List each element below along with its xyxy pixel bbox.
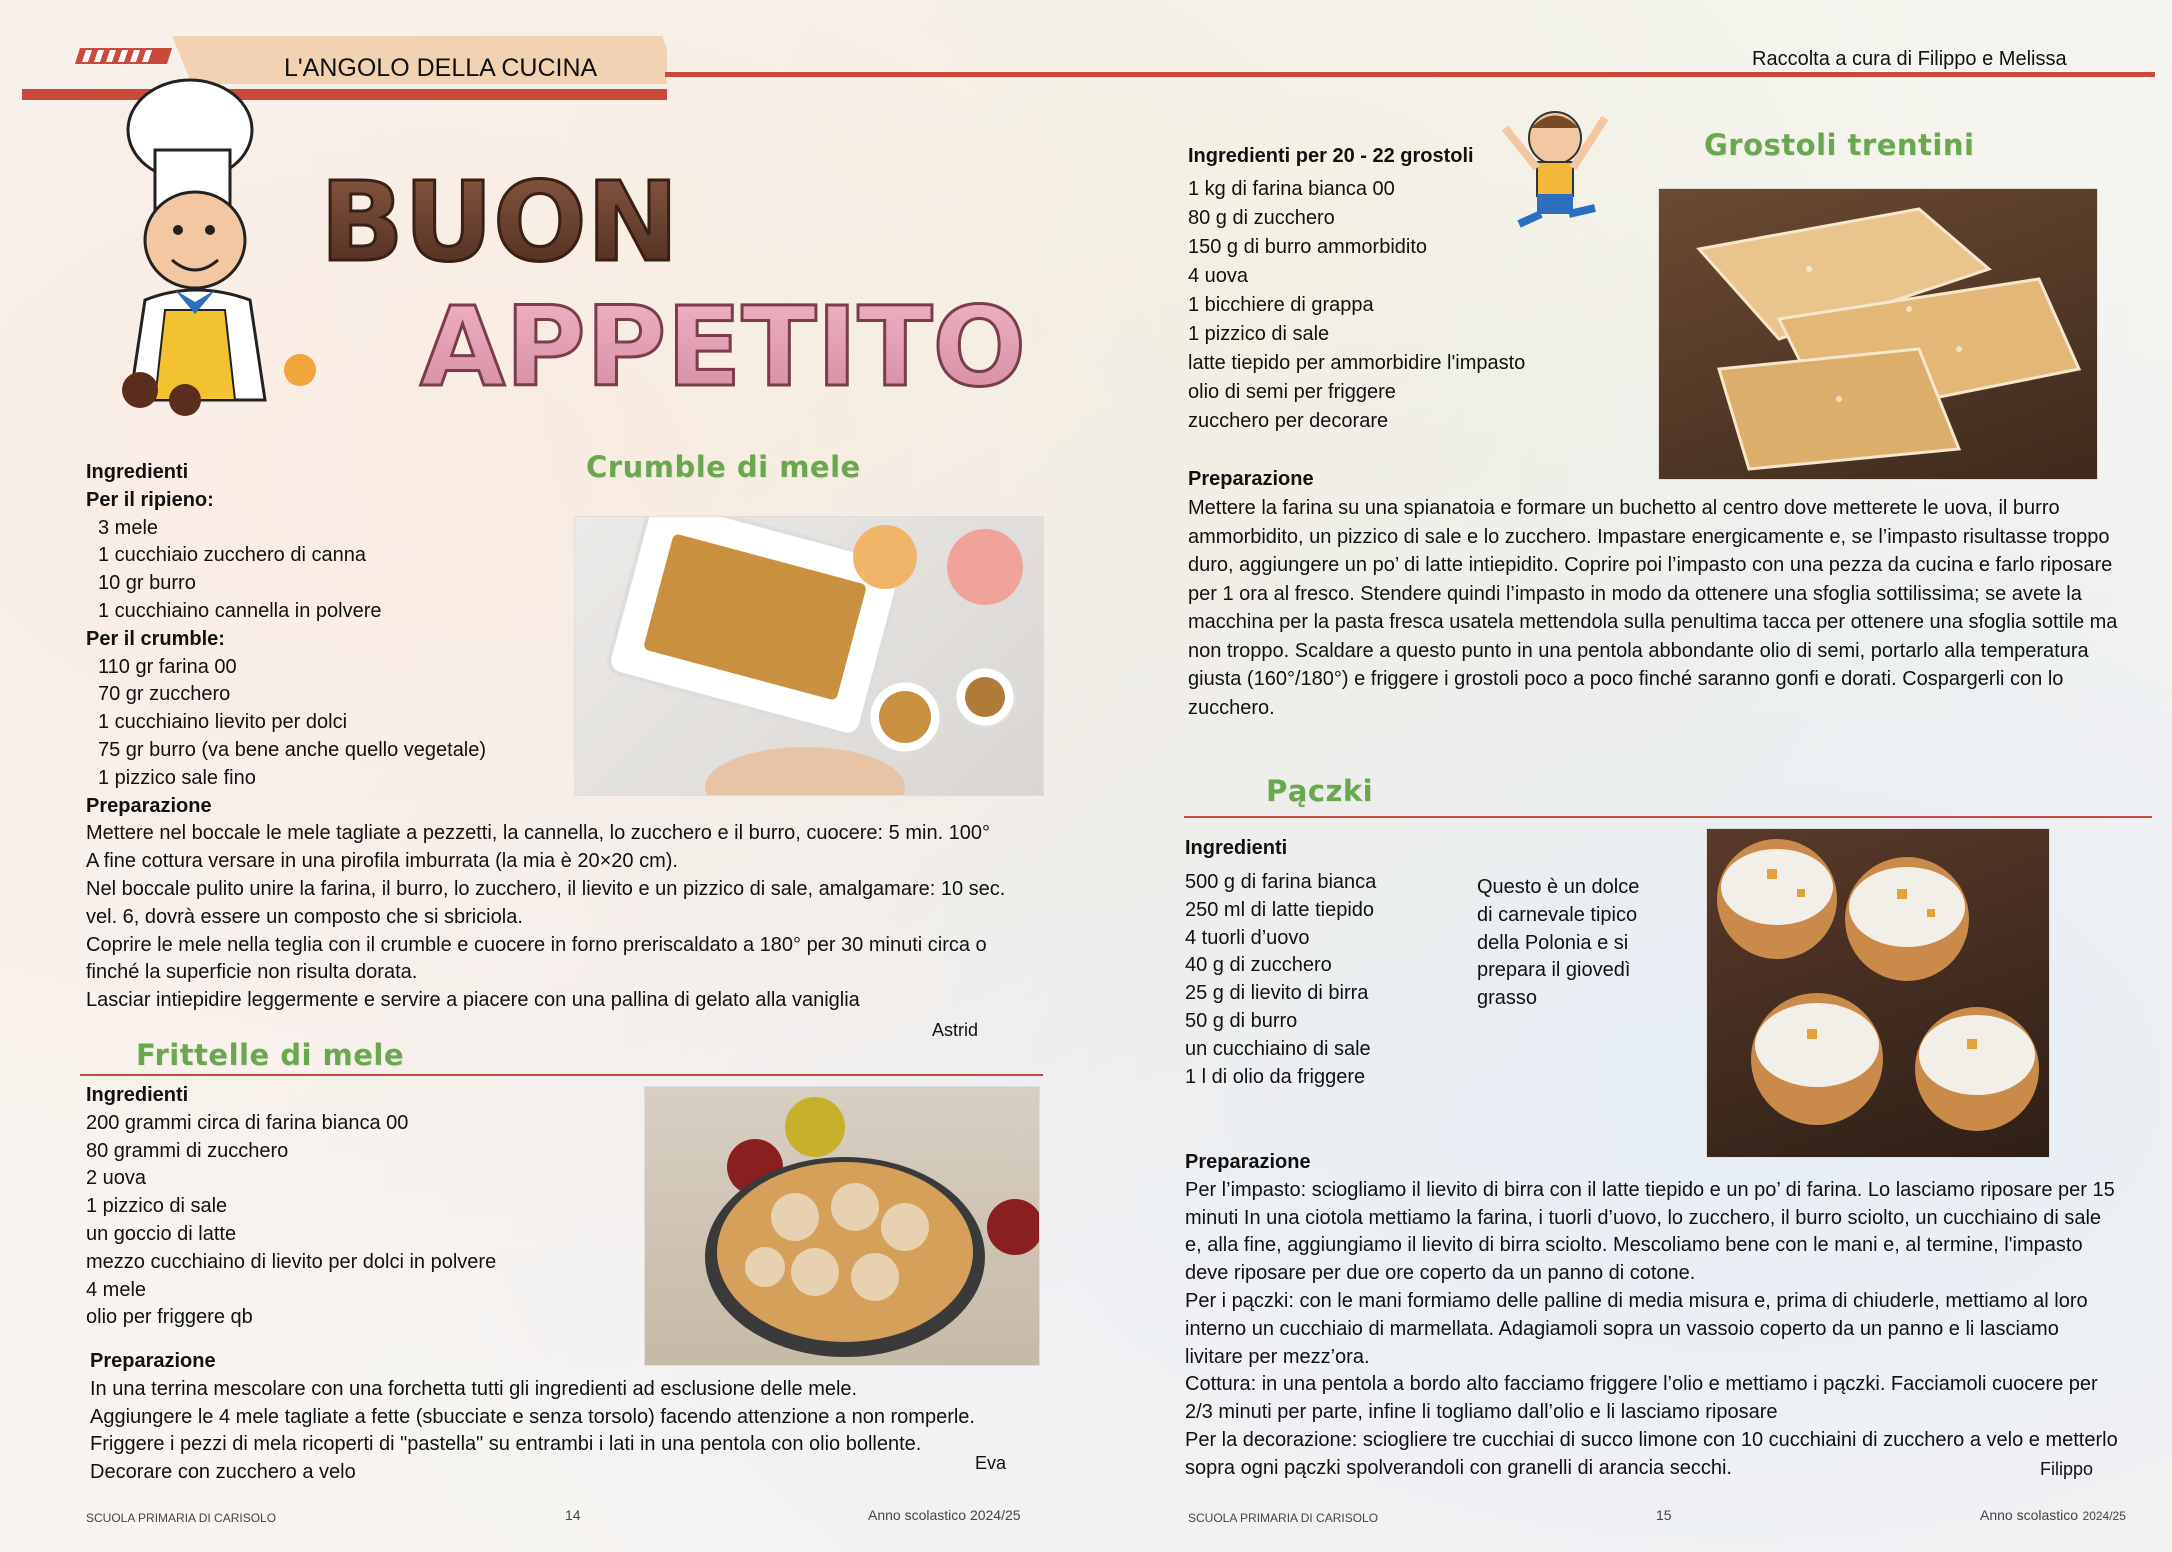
list-item: 1 cucchiaio zucchero di canna <box>98 544 366 567</box>
frittelle-prep-line: Decorare con zucchero a velo <box>90 1461 356 1484</box>
footer-right-year-group <box>1980 1507 2126 1525</box>
list-item: 200 grammi circa di farina bianca 00 <box>86 1111 409 1134</box>
footer-left-school: SCUOLA PRIMARIA DI CARISOLO <box>86 1511 277 1525</box>
paczki-prep-line: 2/3 minuti per parte, infine li togliamo dall’olio e li lasciamo riposare <box>1185 1401 1778 1424</box>
paczki-prep-line: Per la decorazione: sciogliere tre cucchiai di succo limone con 10 cucchiaini di zucchero a velo e metterlo <box>1185 1428 2118 1451</box>
list-item: 4 mele <box>86 1278 147 1301</box>
crumble-author: Astrid <box>932 1020 979 1040</box>
list-item: 1 bicchiere di grappa <box>1188 294 1374 316</box>
list-item: 80 grammi di zucchero <box>86 1139 289 1162</box>
paczki-prep-line: sopra ogni pączki spolverandoli con granelli di arancia secchi. <box>1185 1456 1732 1479</box>
list-item: 4 tuorli d’uovo <box>1185 926 1310 949</box>
chef-illustration <box>100 70 320 430</box>
list-item: 10 gr burro <box>98 572 196 595</box>
frittelle-rule <box>80 1074 1043 1076</box>
footer-right-page: 15 <box>1656 1507 1672 1523</box>
grostoli-prep-line: duro, aggiungere un po’ di latte intiepidito. Coprire poi l’impasto con una pezza da cucina e farlo riposare <box>1188 554 2113 576</box>
crumble-prep-line: Mettere nel boccale le mele tagliate a pezzetti, la cannella, lo zucchero e il burro, cuocere: 5 min. 100° <box>86 822 991 845</box>
list-item: 1 l di olio da friggere <box>1185 1065 1366 1088</box>
paczki-note-line: grasso <box>1477 987 1538 1010</box>
list-item: un cucchiaino di sale <box>1185 1037 1371 1060</box>
crumble-photo <box>574 516 1044 796</box>
header-right-title: Raccolta a cura di Filippo e Melissa <box>1752 48 2067 70</box>
buon-appetito-logo <box>310 160 1030 400</box>
crumble-prep-heading: Preparazione <box>86 794 212 817</box>
list-item: 2 uova <box>86 1167 147 1190</box>
list-item: 3 mele <box>98 516 159 539</box>
list-item: 40 g di zucchero <box>1185 954 1332 977</box>
list-item: 1 cucchiaino cannella in polvere <box>98 599 382 622</box>
grostoli-ingredients <box>1188 143 1525 437</box>
list-item: 50 g di burro <box>1185 1009 1298 1032</box>
crumble-prep-line: A fine cottura versare in una pirofila imburrata (la mia è 20×20 cm). <box>86 850 678 873</box>
banner-title: L'ANGOLO DELLA CUCINA <box>284 54 598 82</box>
frittelle-ingredients <box>86 1082 496 1332</box>
paczki-prep-heading: Preparazione <box>1185 1151 1311 1173</box>
grostoli-prep-line: giusta (160°/180°) e friggere i grostoli poco a poco finché saranno gonfi e dorati. Cospargerli con lo <box>1188 668 2064 690</box>
paczki-ingredients <box>1185 835 1376 1091</box>
paczki-ingredients-heading: Ingredienti <box>1185 837 1288 859</box>
grostoli-prep-heading: Preparazione <box>1188 468 1314 490</box>
grostoli-prep-line: per 1 ora al fresco. Stendere quindi l’impasto in modo da ottenere una sfoglia sottilissima; se avete la <box>1188 582 2082 605</box>
list-item: latte tiepido per ammorbidire l'impasto <box>1188 352 1526 374</box>
svg-text:BUON: BUON <box>320 160 679 286</box>
paczki-prep-line: Cottura: in una pentola a bordo alto facciamo friggere l’olio e mettiamo i pączki. Facciamoli cuocere per <box>1185 1373 2098 1396</box>
list-item: 1 cucchiaino lievito per dolci <box>98 711 348 734</box>
frittelle-prep-heading: Preparazione <box>90 1350 216 1372</box>
paczki-note-line: di carnevale tipico <box>1477 903 1638 926</box>
paczki-rule <box>1184 816 2152 818</box>
frittelle-title: Frittelle di mele <box>136 1038 405 1072</box>
list-item: olio di semi per friggere <box>1188 381 1396 403</box>
crumble-prep-line: finché la superficie non risulta dorata. <box>86 961 418 984</box>
list-item: 250 ml di latte tiepido <box>1185 898 1375 921</box>
svg-text:APPETITO: APPETITO <box>420 283 1027 400</box>
list-item: 110 gr farina 00 <box>98 655 237 678</box>
crumble-filling-heading: Per il ripieno: <box>86 488 214 511</box>
crumble-prep-line: Lasciar intiepidire leggermente e servire a piacere con una pallina di gelato alla vaniglia <box>86 989 860 1012</box>
paczki-author: Filippo <box>2040 1459 2094 1479</box>
paczki-title: Pączki <box>1266 774 1374 808</box>
frittelle-prep-line: Friggere i pezzi di mela ricoperti di "pastella" su entrambi i lati in una pentola con olio bollente. <box>90 1433 922 1456</box>
paczki-prep-line: Per i pączki: con le mani formiamo delle palline di media misura e, prima di chiuderle, mettiamo al loro <box>1185 1289 2088 1312</box>
frittelle-prep-line: In una terrina mescolare con una forchetta tutti gli ingredienti ad esclusione delle mele. <box>90 1377 858 1400</box>
paczki-photo <box>1706 828 2050 1158</box>
crumble-title: Crumble di mele <box>586 450 861 484</box>
grostoli-title: Grostoli trentini <box>1704 128 1975 162</box>
footer-right-year-label: Anno scolastico <box>1980 1507 2079 1523</box>
list-item: 4 uova <box>1188 265 1249 287</box>
frittelle-photo <box>644 1086 1040 1366</box>
paczki-prep-line: Per l’impasto: sciogliamo il lievito di birra con il latte tiepido e un po’ di farina. Lo lasciamo riposare per 15 <box>1185 1178 2115 1201</box>
frittelle-author: Eva <box>975 1453 1007 1473</box>
frittelle-prep-line: Aggiungere le 4 mele tagliate a fette (sbucciate e senza torsolo) facendo attenzione a non romperle. <box>90 1405 975 1428</box>
paczki-note-line: della Polonia e si <box>1477 931 1629 954</box>
list-item: un goccio di latte <box>86 1222 237 1245</box>
crumble-prep-line: Coprire le mele nella teglia con il crumble e cuocere in forno preriscaldato a 180° per 30 minuti circa o <box>86 933 987 956</box>
grostoli-prep-line: macchina per la pasta fresca usatela mettendola sulla penultima tacca per ottenere una sfoglia sottile ma <box>1188 611 2118 633</box>
paczki-prep-line: e, alla fine, aggiungiamo il lievito di birra sciolto. Mescoliamo bene con le mani e, al termine, l'impasto <box>1185 1234 2083 1257</box>
list-item: 75 gr burro (va bene anche quello vegetale) <box>98 738 487 761</box>
list-item: 25 g di lievito di birra <box>1185 982 1369 1005</box>
frittelle-prep <box>90 1348 975 1487</box>
list-item: zucchero per decorare <box>1188 410 1389 432</box>
grostoli-prep-line: Mettere la farina su una spianatoia e formare un buchetto al centro dove metterete le uova, il burro <box>1188 497 2060 519</box>
list-item: 80 g di zucchero <box>1188 207 1335 229</box>
list-item: 70 gr zucchero <box>98 683 231 706</box>
grostoli-photo <box>1658 188 2098 480</box>
list-item: mezzo cucchiaino di lievito per dolci in polvere <box>86 1250 497 1273</box>
footer-right-school: SCUOLA PRIMARIA DI CARISOLO <box>1188 1511 1379 1525</box>
grostoli-prep-line: ammorbidito, un pizzico di sale e lo zucchero. Impastare energicamente e, se l’impasto risultasse troppo <box>1188 525 2110 548</box>
paczki-note-line: prepara il giovedì <box>1477 959 1631 982</box>
paczki-prep-line: interno un cucchiaio di marmellata. Adagiamoli sopra un vassoio coperto da un panno e li lasciamo <box>1185 1317 2059 1340</box>
crumble-prep-line: Nel boccale pulito unire la farina, il burro, lo zucchero, il lievito e un pizzico di sale, amalgamare: 10 sec. <box>86 877 1006 900</box>
paczki-note <box>1477 874 1639 1013</box>
list-item: 500 g di farina bianca <box>1185 871 1377 893</box>
footer-left-page: 14 <box>565 1507 581 1523</box>
grostoli-prep <box>1188 464 2117 722</box>
list-item: 1 pizzico sale fino <box>98 766 256 789</box>
list-item: 1 kg di farina bianca 00 <box>1188 178 1395 200</box>
crumble-prep-line: vel. 6, dovrà essere un composto che si sbriciola. <box>86 905 523 928</box>
footer-left-year: Anno scolastico 2024/25 <box>868 1507 1021 1523</box>
footer-right-year: 2024/25 <box>2082 1509 2126 1523</box>
crumble-ingredients-heading: Ingredienti <box>86 461 189 483</box>
crumble-crumble-heading: Per il crumble: <box>86 627 225 650</box>
list-item: olio per friggere qb <box>86 1306 253 1329</box>
list-item: 150 g di burro ammorbidito <box>1188 236 1428 258</box>
paczki-prep-line: livitare per mezz’ora. <box>1185 1345 1370 1368</box>
grostoli-ingredients-heading: Ingredienti per 20 - 22 grostoli <box>1188 145 1474 167</box>
paczki-prep-line: deve riposare per due ore coperto da un panno di cotone. <box>1185 1262 1696 1285</box>
grostoli-prep-line: zucchero. <box>1188 696 1275 719</box>
paczki-prep-line: minuti In una ciotola mettiamo la farina, i tuorli d’uovo, lo zucchero, il burro sciolto, un cucchiaino di sale <box>1185 1206 2102 1229</box>
grostoli-prep-line: non troppo. Scaldare a questo punto in una pentola abbondante olio di semi, portarlo alla temperatura <box>1188 639 2089 662</box>
paczki-prep <box>1185 1149 2118 1483</box>
list-item: 1 pizzico di sale <box>1188 323 1330 345</box>
list-item: 1 pizzico di sale <box>86 1195 228 1218</box>
frittelle-ingredients-heading: Ingredienti <box>86 1084 189 1106</box>
paczki-note-line: Questo è un dolce <box>1477 876 1640 898</box>
